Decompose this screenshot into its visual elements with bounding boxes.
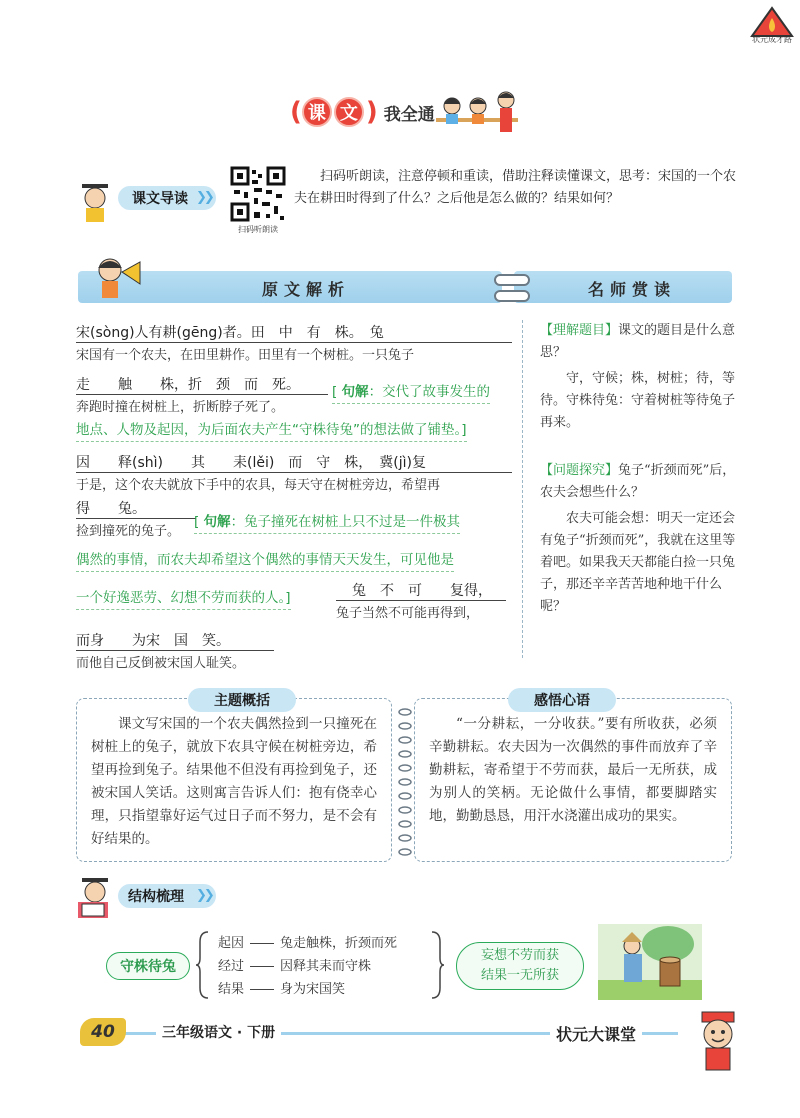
translation-line-3: 于是，这个农夫就放下手中的农具，每天守在树桩旁边，希望再 <box>76 472 512 490</box>
teacher-reading-title: 名师赏读 <box>588 280 677 299</box>
qr-caption: 扫码听朗读 <box>238 225 278 234</box>
chevrons-right-icon: ❯❯ <box>196 190 212 205</box>
structure-row-result: 结果 身为宋国笑 <box>218 982 346 997</box>
note-key-2: 句解 <box>203 514 231 530</box>
qr-code-icon[interactable] <box>230 166 286 222</box>
sentence-note-2-third: 一个好逸恶劳、幻想不劳而获的人。] <box>76 586 291 610</box>
header-char-1: 课 <box>302 97 332 127</box>
corner-logo-text: 状元成才路 <box>752 35 792 44</box>
translation-line-2: 奔跑时撞在树桩上，折断脖子死了。 <box>76 394 328 412</box>
page-header: ( 课 文 ) 我全通 <box>290 97 435 127</box>
reading-boy-icon <box>72 876 122 920</box>
structure-label: 结构梳理 <box>118 884 216 908</box>
original-text-title: 原文解析 <box>262 280 351 299</box>
sentence-note-1-first: [ 句解：交代了故事发生的 <box>332 380 490 404</box>
original-line-5: 兔 不 可 复得， <box>352 583 492 599</box>
structure-conclusion: 妄想不劳而获 结果一无所获 <box>456 942 584 990</box>
tag-explore-question: 【问题探究】 <box>540 463 619 478</box>
brand-name: 状元大课堂 <box>550 1022 642 1045</box>
header-char-2: 文 <box>334 97 364 127</box>
tag-understand-title: 【理解题目】 <box>540 323 619 338</box>
feeling-text: “一分耕耘，一分收获。”要有所收获，必须辛勤耕耘。农夫因为一次偶然的事件而放弃了辛勤耕耘，寄希望于不劳而获，最后一无所获，成为别人的笑柄。无论做什么事情，都要脚踏实地，勤勤恳恳，用汗水浇灌出成功的果实。 <box>429 716 717 824</box>
original-line-6: 而身 为宋 国 笑。 <box>76 633 230 649</box>
translation-line-4: 捡到撞死的兔子。 <box>76 518 196 536</box>
theme-summary-box <box>76 698 392 862</box>
column-divider <box>522 320 523 658</box>
guide-label: 课文导读 <box>118 186 216 210</box>
structure-row-cause: 起因 兔走触株，折颈而死 <box>218 936 398 951</box>
scholar-mascot-icon <box>690 1008 746 1072</box>
original-line-2: 走 触 株，折 颈 而 死。 <box>76 377 300 393</box>
original-line-3: 因 释(shì) 其 耒(lěi) 而 守 株， 冀(jì)复 <box>76 455 426 471</box>
reading-kids-illustration-icon <box>432 88 522 134</box>
feeling-box <box>414 698 732 862</box>
original-line-1: 宋(sòng)人有耕(gēng)者。田 中 有 株。 兔 <box>76 325 384 341</box>
right-brace-icon <box>430 930 444 1000</box>
girl-megaphone-icon <box>90 254 150 300</box>
theme-summary-text: 课文写宋国的一个农夫偶然捡到一只撞死在树桩上的兔子，就放下农具守候在树桩旁边，希望再捡到兔子。结果他不但没有再捡到兔子，还被宋国人笑话。这则寓言告诉人们：抱有侥幸心理，只指望靠好运气过日子而不努力，是不会有好结果的。 <box>91 716 377 847</box>
answer-1: 守，守候；株，树桩；待，等待。守株待兔：守着树桩等待兔子再来。 <box>540 371 736 430</box>
scholar-boy-icon <box>72 180 120 224</box>
sentence-note-2-first: [ 句解：兔子撞死在树桩上只不过是一件极其 <box>194 510 460 534</box>
teacher-block-1 <box>540 320 740 364</box>
structure-root: 守株待兔 <box>106 952 190 980</box>
spiral-binding-icon <box>398 706 412 856</box>
question-2: 兔子“折颈而死”后，农夫会想些什么？ <box>540 463 736 500</box>
chevrons-right-icon: ❯❯ <box>196 888 212 903</box>
theme-summary-label: 主题概括 <box>188 688 296 712</box>
feeling-label: 感悟心语 <box>508 688 616 712</box>
left-brace-icon <box>196 930 210 1000</box>
note-key-1: 句解 <box>341 384 369 400</box>
binder-ring-icon <box>494 290 530 302</box>
original-line-4: 得 兔。 <box>76 501 146 517</box>
guide-text: 扫码听朗读，注意停顿和重读，借助注释读懂课文，思考：宋国的一个农夫在耕田时得到了什么？之后他是怎么做的？结果如何？ <box>294 169 737 206</box>
header-subtitle: 我全通 <box>383 104 435 125</box>
sentence-note-1-second: 地点、人物及起因，为后面农夫产生“守株待兔”的想法做了铺垫。] <box>76 418 467 442</box>
sentence-note-2-second: 偶然的事情，而农夫却希望这个偶然的事情天天发生，可见他是 <box>76 548 454 572</box>
book-title: 三年级语文 · 下册 <box>156 1022 281 1042</box>
page-number: 40 <box>80 1018 126 1046</box>
farmer-waiting-stump-illustration-icon <box>598 924 702 1000</box>
question-1: 课文的题目是什么意思？ <box>540 323 736 360</box>
translation-line-6: 而他自己反倒被宋国人耻笑。 <box>76 650 274 668</box>
translation-line-5: 兔子当然不可能再得到， <box>336 600 506 618</box>
translation-line-1: 宋国有一个农夫，在田里耕作。田里有一个树桩。一只兔子 <box>76 342 512 360</box>
answer-2: 农夫可能会想：明天一定还会有兔子“折颈而死”，我就在这里等着吧。如果我天天都能白捡一只兔子，那还辛辛苦苦地种地干什么呢？ <box>540 511 736 614</box>
structure-row-process: 经过 因释其耒而守株 <box>218 959 372 974</box>
teacher-block-2 <box>540 460 740 504</box>
binder-ring-icon <box>494 274 530 286</box>
